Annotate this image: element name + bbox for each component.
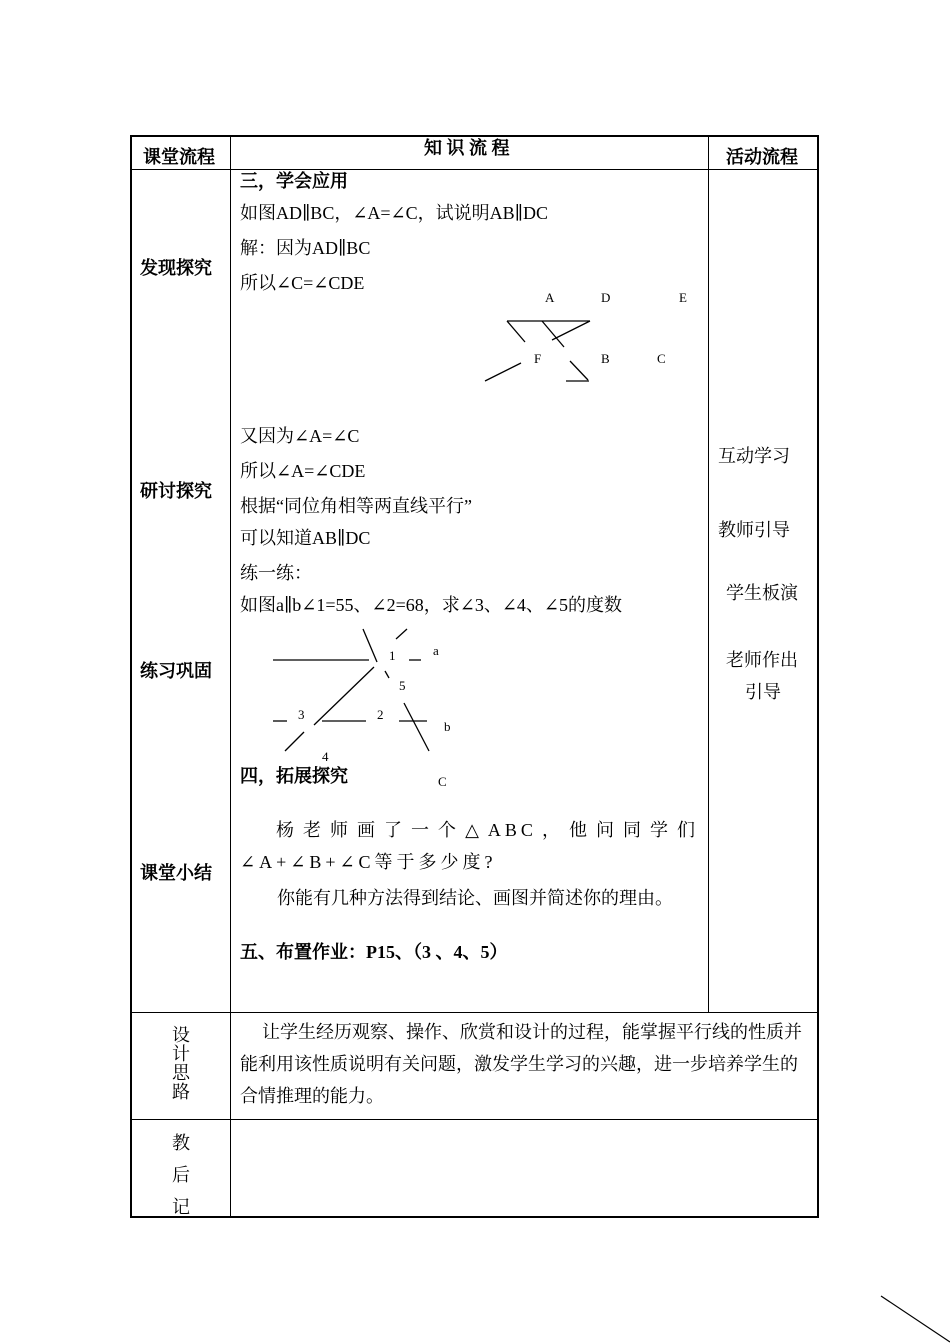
notes-label-char-3: 记 [172, 1197, 190, 1217]
section4-title: 四，拓展探究 [240, 766, 348, 786]
fig1-segment-lower-left [485, 363, 521, 381]
solution-line-4: 所以∠A=∠CDE [240, 461, 366, 481]
practice-title: 练一练： [240, 563, 312, 583]
design-label-char-3: 思 [172, 1063, 190, 1083]
solution-line-6: 可以知道AB∥DC [240, 528, 371, 548]
stage-practice: 练习巩固 [140, 661, 212, 681]
notes-label-char-1: 教 [172, 1133, 190, 1153]
solution-line-5: 根据“同位角相等两直线平行” [240, 496, 472, 516]
fig1-segment-lower-right [570, 361, 588, 380]
notes-label-char-2: 后 [172, 1165, 190, 1185]
fig1-label-f: F [534, 351, 542, 366]
header-activity: 活动流程 [726, 147, 798, 167]
fig2-transversal-1-top [363, 629, 377, 662]
fig1-segment-diagonal [552, 321, 590, 340]
fig2-label-b: b [444, 719, 451, 734]
fig1-label-c: C [657, 351, 666, 366]
fig2-label-4: 4 [322, 749, 329, 764]
design-label [169, 1026, 193, 1102]
stage-summary: 课堂小结 [140, 863, 212, 883]
practice-problem: 如图a∥b∠1=55、∠2=68，求∠3、∠4、∠5的度数 [240, 595, 623, 615]
solution-line-1: 解：因为AD∥BC [240, 238, 371, 258]
problem1: 如图AD∥BC，∠A=∠C，试说明AB∥DC [240, 203, 548, 223]
fig2-label-a: a [433, 643, 439, 658]
fig2-label-2: 2 [377, 707, 384, 722]
design-row-divider [131, 1012, 818, 1013]
activity-teacher-guide: 教师引导 [718, 520, 790, 540]
extend-paragraph-2: 你能有几种方法得到结论、画图并简述你的理由。 [277, 888, 673, 908]
fig2-label-c: C [438, 774, 447, 789]
notes-label [169, 1127, 193, 1223]
activity-student-board: 学生板演 [726, 583, 798, 603]
fig1-label-e: E [679, 290, 687, 305]
section5-title: 五、布置作业：P15、（3 、4、5） [240, 942, 508, 962]
fig1-segment-dc [542, 321, 564, 347]
fig1-label-d: D [601, 290, 611, 305]
activity-teacher-lead-2: 引导 [745, 682, 781, 702]
design-label-char-4: 路 [172, 1082, 190, 1102]
activity-interactive-learning: 互动学习 [718, 446, 790, 466]
header-knowledge: 知 识 流 程 [424, 138, 510, 158]
stage-discuss: 研讨探究 [140, 481, 212, 501]
header-row-divider [131, 169, 818, 170]
fig2-transversal-2 [404, 703, 429, 751]
stage-discover: 发现探究 [140, 258, 212, 278]
design-label-char-2: 计 [172, 1044, 190, 1064]
fig2-label-1: 1 [389, 648, 396, 663]
extend-paragraph-1: 杨老师画了一个△ABC，他问同学们∠A+∠B+∠C等于多少度? [240, 820, 699, 872]
fig2-tick-top [396, 629, 407, 639]
fig1-label-b: B [601, 351, 610, 366]
parallel-lines-figure-1 [480, 290, 700, 390]
notes-row-divider [131, 1119, 818, 1120]
solution-line-3: 又因为∠A=∠C [240, 426, 360, 446]
design-text: 让学生经历观察、操作、欣赏和设计的过程，能掌握平行线的性质并能利用该性质说明有关问题，激发学生学习的兴趣，进一步培养学生的合情推理的能力。 [240, 1022, 802, 1106]
design-label-char-1: 设 [172, 1025, 190, 1045]
corner-decoration-line [880, 1294, 950, 1344]
fig2-label-3: 3 [298, 707, 305, 722]
header-flow: 课堂流程 [143, 147, 215, 167]
section3-title: 三，学会应用 [240, 171, 348, 191]
fig2-tick-5 [385, 671, 389, 678]
fig1-segment-ab [507, 321, 525, 342]
column-divider-1 [230, 136, 231, 1217]
activity-teacher-lead-1: 老师作出 [726, 650, 798, 670]
solution-line-2: 所以∠C=∠CDE [240, 273, 365, 293]
fig2-label-5: 5 [399, 678, 406, 693]
fig1-label-a: A [545, 290, 555, 305]
fig2-transversal-1 [314, 667, 374, 725]
fig2-lower-left [285, 732, 304, 751]
column-divider-2 [708, 136, 709, 1012]
